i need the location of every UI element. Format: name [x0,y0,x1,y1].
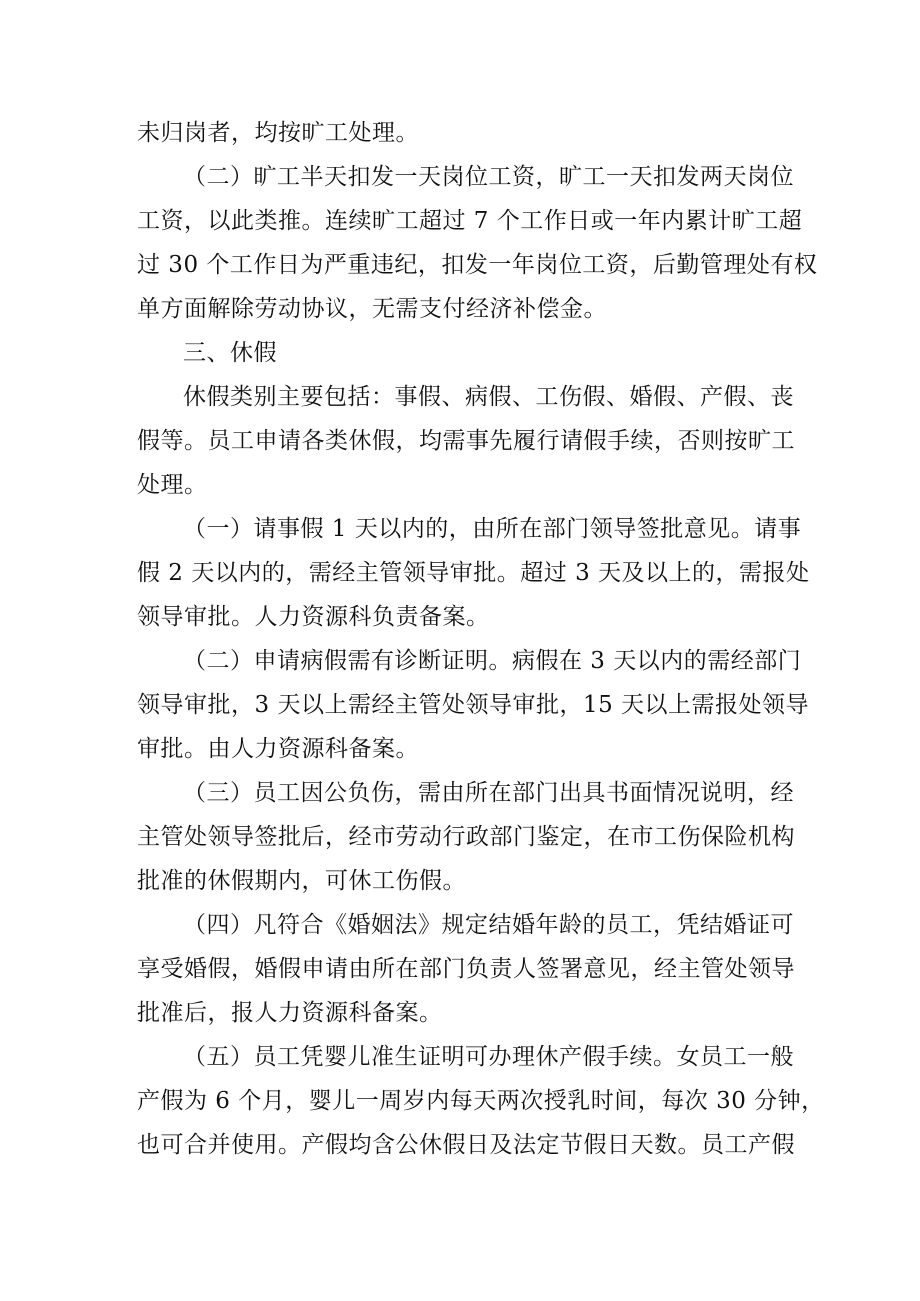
text-line: 假等。员工申请各类休假，均需事先履行请假手续，否则按旷工 [137,428,795,454]
text-line: 未归岗者，均按旷工处理。 [137,120,419,146]
text-line: 批准的休假期内，可休工伤假。 [137,868,466,894]
section-heading: 三、休假 [183,340,277,366]
text-line: 工资，以此类推。连续旷工超过 7 个工作日或一年内累计旷工超 [137,208,803,234]
text-line: （三）员工因公负伤，需由所在部门出具书面情况说明，经 [183,780,794,806]
text-line: （一）请事假 1 天以内的，由所在部门领导签批意见。请事 [183,516,802,542]
text-line: 单方面解除劳动协议，无需支付经济补偿金。 [137,296,607,322]
text-line: 休假类别主要包括：事假、病假、工伤假、婚假、产假、丧 [183,384,794,410]
text-line: 处理。 [137,472,208,498]
text-line: 假 2 天以内的，需经主管领导审批。超过 3 天及以上的，需报处 [137,560,810,586]
text-line: 享受婚假，婚假申请由所在部门负责人签署意见，经主管处领导 [137,956,795,982]
text-line: （二）旷工半天扣发一天岗位工资，旷工一天扣发两天岗位 [183,164,794,190]
text-line: 审批。由人力资源科备案。 [137,736,419,762]
text-line: 主管处领导签批后，经市劳动行政部门鉴定，在市工伤保险机构 [137,824,795,850]
text-line: 过 30 个工作日为严重违纪，扣发一年岗位工资，后勤管理处有权 [137,252,818,278]
text-line: （二）申请病假需有诊断证明。病假在 3 天以内的需经部门 [183,648,802,674]
text-line: （五）员工凭婴儿准生证明可办理休产假手续。女员工一般 [183,1044,794,1070]
text-line: （四）凡符合《婚姻法》规定结婚年龄的员工，凭结婚证可 [183,912,794,938]
text-line: 批准后，报人力资源科备案。 [137,1000,443,1026]
text-line: 领导审批。人力资源科负责备案。 [137,604,490,630]
text-line: 也可合并使用。产假均含公休假日及法定节假日天数。员工产假 [137,1132,795,1158]
text-line: 领导审批，3 天以上需经主管处领导审批，15 天以上需报处领导 [137,692,810,718]
text-line: 产假为 6 个月，婴儿一周岁内每天两次授乳时间，每次 30 分钟， [137,1088,825,1114]
